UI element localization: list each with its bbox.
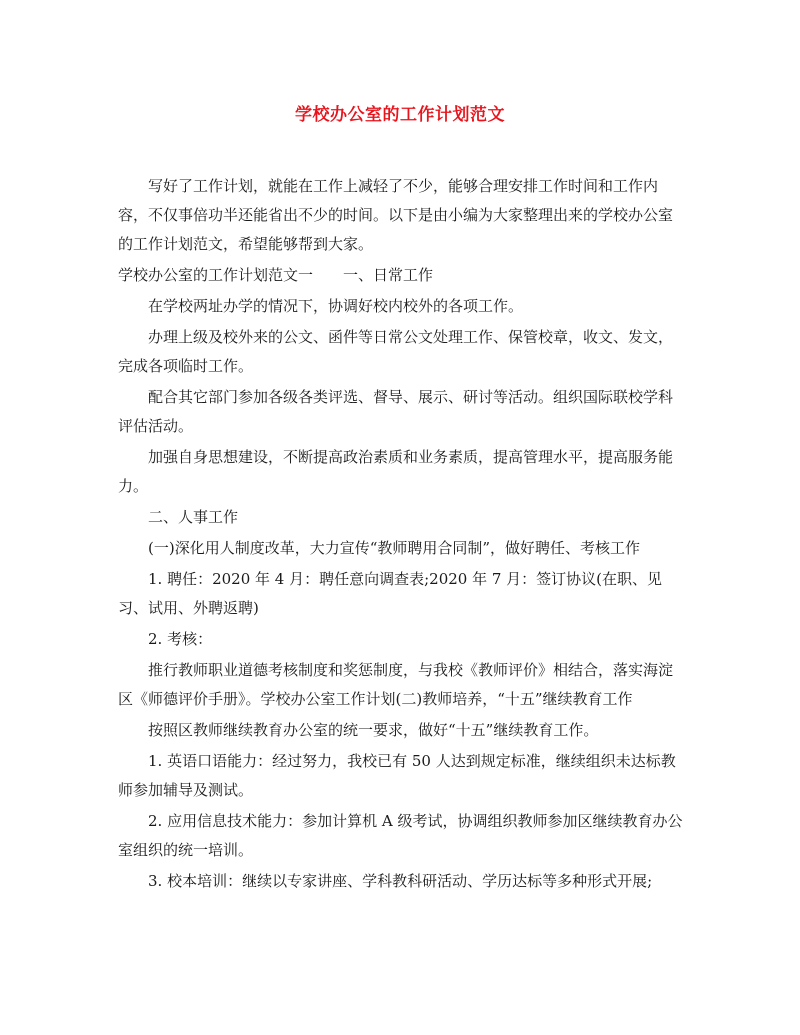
paragraph-assessment: 2. 考核： xyxy=(148,630,213,648)
paragraph-it-ability: 2. 应用信息技术能力：参加计算机 A 级考试，协调组织教师参加区继续教育办公室组织的统一培训。 xyxy=(118,812,683,859)
paragraph-appointment: 1. 聘任：2020 年 4 月：聘任意向调查表;2020 年 7 月：签订协议(在职、见习、试用、外聘返聘) xyxy=(118,570,663,617)
paragraph-reform: (一)深化用人制度改革，大力宣传“教师聘用合同制”，做好聘任、考核工作 xyxy=(148,539,641,557)
paragraph-section-daily-work: 学校办公室的工作计划范文一 一、日常工作 xyxy=(118,266,434,284)
paragraph-school-training: 3. 校本培训：继续以专家讲座、学科教科研活动、学历达标等多种形式开展; xyxy=(148,872,653,890)
paragraph-intro: 写好了工作计划，就能在工作上减轻了不少，能够合理安排工作时间和工作内容，不仅事倍功半还能省出不少的时间。以下是由小编为大家整理出来的学校办公室的工作计划范文，希望能够帮到大家。 xyxy=(118,177,674,253)
paragraph-english-ability: 1. 英语口语能力：经过努力，我校已有 50 人达到规定标准，继续组织未达标教师参加辅导及测试。 xyxy=(118,752,676,799)
paragraph-section-personnel: 二、人事工作 xyxy=(148,508,239,526)
paragraph-self-building: 加强自身思想建设，不断提高政治素质和业务素质，提高管理水平，提高服务能力。 xyxy=(118,448,674,495)
paragraph-document-handling: 办理上级及校外来的公文、函件等日常公文处理工作、保管校章，收文、发文，完成各项临时工作。 xyxy=(118,328,674,375)
paragraph-coordinate-work: 在学校两址办学的情况下，协调好校内校外的各项工作。 xyxy=(148,297,524,315)
paragraph-ethics-evaluation: 推行教师职业道德考核制度和奖惩制度，与我校《教师评价》相结合，落实海淀区《师德评价手册》。学校办公室工作计划(二)教师培养，“十五”继续教育工作 xyxy=(118,661,674,708)
paragraph-cooperate-activities: 配合其它部门参加各级各类评选、督导、展示、研讨等活动。组织国际联校学科评估活动。 xyxy=(118,388,674,435)
paragraph-continuing-education: 按照区教师继续教育办公室的统一要求，做好“十五”继续教育工作。 xyxy=(148,721,599,739)
document-title: 学校办公室的工作计划范文 xyxy=(295,105,505,125)
document-body xyxy=(118,172,684,898)
